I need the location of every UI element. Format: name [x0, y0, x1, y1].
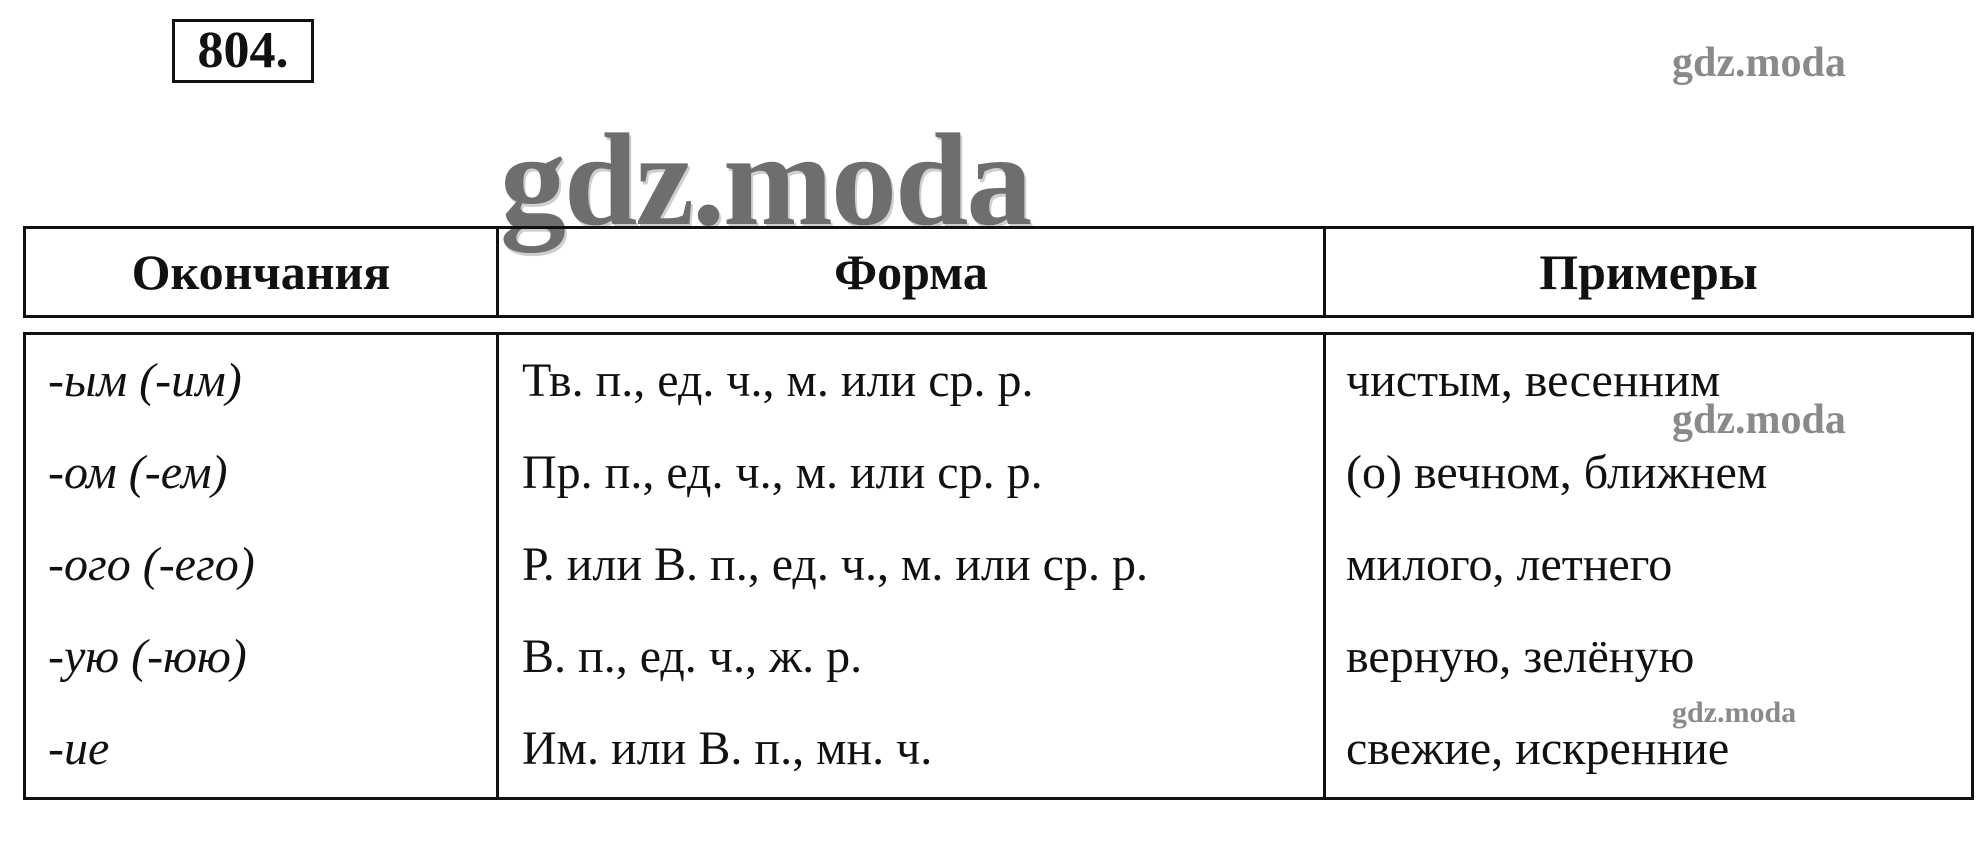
form-cell: Пр. п., ед. ч., м. или ср. р.: [522, 446, 1043, 499]
header-examples: Примеры: [1539, 244, 1758, 300]
form-cell: В. п., ед. ч., ж. р.: [522, 630, 863, 683]
ending-cell: -ым (-им): [48, 354, 242, 407]
table-header: [23, 226, 1974, 318]
ending-cell: -ие: [48, 722, 110, 775]
form-cell: Р. или В. п., ед. ч., м. или ср. р.: [522, 538, 1148, 591]
ending-cell: -ом (-ем): [48, 446, 228, 499]
example-cell: милого, летнего: [1346, 538, 1673, 591]
form-cell: Им. или В. п., мн. ч.: [522, 722, 933, 775]
ending-cell: -ую (-юю): [48, 630, 247, 683]
watermark: gdz.moda: [1672, 40, 1846, 86]
ending-cell: -ого (-его): [48, 538, 255, 591]
exercise-number: 804.: [172, 19, 314, 83]
example-cell: (о) вечном, ближнем: [1346, 446, 1768, 499]
table-row: [26, 611, 1971, 703]
watermark: gdz.moda: [500, 106, 1031, 253]
watermark: gdz.moda: [1672, 397, 1846, 443]
example-cell: верную, зелёную: [1346, 630, 1695, 683]
watermark: gdz.moda: [1672, 696, 1797, 729]
form-cell: Тв. п., ед. ч., м. или ср. р.: [522, 354, 1034, 407]
example-cell: свежие, искренние: [1346, 722, 1730, 775]
example-cell: чистым, весенним: [1346, 354, 1721, 407]
header-endings: Окончания: [131, 244, 391, 300]
header-form: Форма: [834, 244, 988, 300]
table-row: [26, 519, 1971, 611]
